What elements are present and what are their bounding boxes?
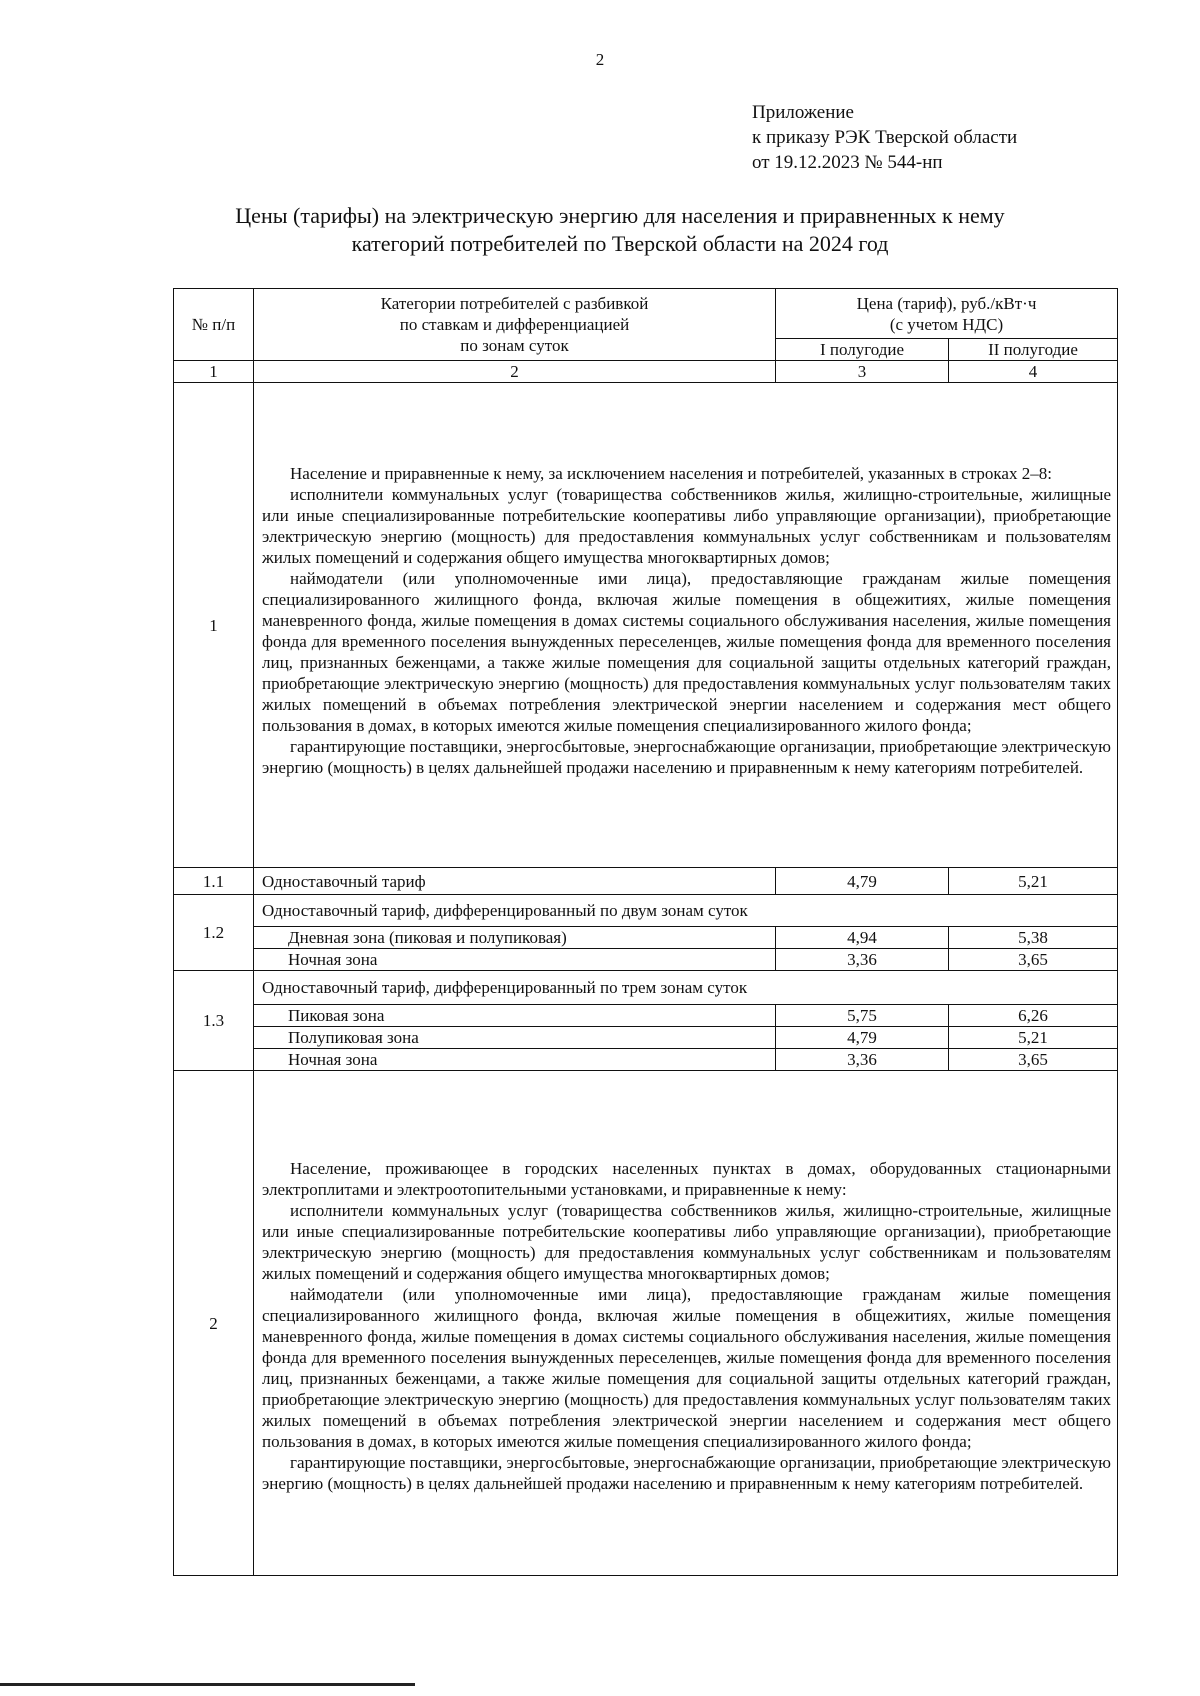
row-1-paragraph-4: гарантирующие поставщики, энергосбытовые, энергоснабжающие организации, приобретающие электрическую энергию (мощность) в целях дальнейшей продажи населению и приравненным к нему категориям потребителей. xyxy=(262,736,1111,777)
row-1-3-zone-1-label: Пиковая зона xyxy=(254,1005,776,1027)
appendix-line-2: к приказу РЭК Тверской области xyxy=(752,127,1018,148)
row-2-num: 2 xyxy=(174,1071,254,1576)
row-2-paragraph-3: наймодатели (или уполномоченные ими лица), предоставляющие гражданам жилые помещения специализированного жилищного фонда, включая жилые помещения в общежитиях, жилые помещения маневренного фонда, жилые помещения в домах системы социального обслуживания населения, жилые помещения фонда для временного поселения вынужденных переселенцев, жилые помещения фонда для временного поселения лиц, признанных беженцами, а также жилые помещения для социальной защиты отдельных категорий граждан, приобретающие электрическую энергию (мощность) для предоставления коммунальных услуг пользователям таких жилых помещений в объемах потребления электрической энергии населением и содержания мест общего пользования в домах, в которых имеются жилые помещения специализированного жилого фонда; xyxy=(262,1285,1111,1451)
row-1-2-zone-1-half-2: 5,38 xyxy=(949,927,1118,949)
row-2-paragraph-2: исполнители коммунальных услуг (товарищества собственников жилья, жилищно-строительные, жилищные или иные специализированные потребительские кооперативы либо управляющие организации), приобретающие электрическую энергию (мощность) для предоставления коммунальных услуг собственникам и пользователям жилых помещений и содержания общего имущества многоквартирных домов; xyxy=(262,1201,1111,1283)
row-2-paragraph-1: Население, проживающее в городских населенных пунктах в домах, оборудованных стационарными электроплитами и электроотопительными установками, и приравненные к нему: xyxy=(262,1159,1111,1199)
header-price-line-1: Цена (тариф), руб./кВт·ч xyxy=(856,293,1037,313)
row-1-2-zone-2-label: Ночная зона xyxy=(254,949,776,971)
row-1-2-num: 1.2 xyxy=(174,895,254,971)
row-1-3-zone-3-label: Ночная зона xyxy=(254,1049,776,1071)
header-category xyxy=(254,289,776,361)
table-row-1-2-heading xyxy=(174,895,1118,927)
table-row-1-2-zone xyxy=(174,927,1118,949)
row-1-num: 1 xyxy=(174,383,254,868)
row-1-paragraph-3: наймодатели (или уполномоченные ими лица), предоставляющие гражданам жилые помещения специализированного жилищного фонда, включая жилые помещения в общежитиях, жилые помещения маневренного фонда, жилые помещения в домах системы социального обслуживания населения, жилые помещения фонда для временного поселения вынужденных переселенцев, жилые помещения фонда для временного поселения лиц, признанных беженцами, а также жилые помещения для социальной защиты отдельных категорий граждан, приобретающие электрическую энергию (мощность) для предоставления коммунальных услуг пользователям таких жилых помещений в объемах потребления электрической энергии населением и содержания мест общего пользования в домах, в которых имеются жилые помещения специализированного жилого фонда; xyxy=(262,568,1111,735)
row-1-3-zone-1-half-2: 6,26 xyxy=(949,1005,1118,1027)
scan-artifact-line xyxy=(0,1683,415,1686)
table-row-1-2-zone xyxy=(174,949,1118,971)
column-number-2: 2 xyxy=(254,361,776,383)
table-row-1-3-zone xyxy=(174,1027,1118,1049)
header-category-line-2: по ставкам и дифференциацией xyxy=(399,315,630,334)
row-1-2-zone-1-label: Дневная зона (пиковая и полупиковая) xyxy=(254,927,776,949)
column-number-4: 4 xyxy=(949,361,1118,383)
column-number-1: 1 xyxy=(174,361,254,383)
header-num: № п/п xyxy=(174,289,254,361)
row-1-2-zone-2-half-1: 3,36 xyxy=(776,949,949,971)
table-row-2 xyxy=(174,1071,1118,1576)
row-1-3-zone-2-half-1: 4,79 xyxy=(776,1027,949,1049)
header-price-line-2: (с учетом НДС) xyxy=(889,314,1004,334)
row-2-description xyxy=(254,1071,1118,1576)
row-1-1-num: 1.1 xyxy=(174,868,254,895)
tariff-table xyxy=(173,288,1118,1576)
header-price xyxy=(776,289,1118,339)
appendix-line-1: Приложение xyxy=(752,102,854,123)
table-row-1-3-zone xyxy=(174,1005,1118,1027)
table-row-1-3-heading xyxy=(174,971,1118,1005)
column-number-row xyxy=(174,361,1118,383)
row-1-1-half-1: 4,79 xyxy=(776,868,949,895)
column-number-3: 3 xyxy=(776,361,949,383)
row-1-paragraph-2: исполнители коммунальных услуг (товарищества собственников жилья, жилищно-строительные, жилищные или иные специализированные потребительские кооперативы либо управляющие организации), приобретающие электрическую энергию (мощность) для предоставления коммунальных услуг собственникам и пользователям жилых помещений и содержания общего имущества многоквартирных домов; xyxy=(262,484,1111,567)
row-2-paragraph-4: гарантирующие поставщики, энергосбытовые, энергоснабжающие организации, приобретающие электрическую энергию (мощность) в целях дальнейшей продажи населению и приравненным к нему категориям потребителей. xyxy=(262,1453,1111,1493)
row-1-2-zone-2-half-2: 3,65 xyxy=(949,949,1118,971)
row-1-1-label: Одноставочный тариф xyxy=(254,868,776,895)
title-line-2: категорий потребителей по Тверской области на 2024 год xyxy=(351,231,889,256)
header-half-1: I полугодие xyxy=(776,339,949,361)
table-row-1 xyxy=(174,383,1118,868)
header-category-line-3: по зонам суток xyxy=(460,336,569,355)
document-title xyxy=(160,202,1080,258)
row-1-2-zone-1-half-1: 4,94 xyxy=(776,927,949,949)
title-line-1: Цены (тарифы) на электрическую энергию для населения и приравненных к нему xyxy=(235,203,1005,228)
row-1-2-label: Одноставочный тариф, дифференцированный по двум зонам суток xyxy=(254,895,1118,927)
table-header-row xyxy=(174,289,1118,339)
row-1-description xyxy=(254,383,1118,868)
table-row-1-3-zone xyxy=(174,1049,1118,1071)
row-1-1-half-2: 5,21 xyxy=(949,868,1118,895)
header-half-2: II полугодие xyxy=(949,339,1118,361)
row-1-3-label: Одноставочный тариф, дифференцированный по трем зонам суток xyxy=(254,971,1118,1005)
row-1-3-zone-3-half-1: 3,36 xyxy=(776,1049,949,1071)
row-1-paragraph-1: Население и приравненные к нему, за исключением населения и потребителей, указанных в строках 2–8: xyxy=(290,463,1052,483)
row-1-3-num: 1.3 xyxy=(174,971,254,1071)
table-row-1-1 xyxy=(174,868,1118,895)
header-category-line-1: Категории потребителей с разбивкой xyxy=(380,294,649,313)
appendix-block xyxy=(752,100,1017,175)
row-1-3-zone-2-half-2: 5,21 xyxy=(949,1027,1118,1049)
row-1-3-zone-2-label: Полупиковая зона xyxy=(254,1027,776,1049)
appendix-line-3: от 19.12.2023 № 544-нп xyxy=(752,152,943,173)
page-number: 2 xyxy=(595,50,605,69)
row-1-3-zone-3-half-2: 3,65 xyxy=(949,1049,1118,1071)
row-1-3-zone-1-half-1: 5,75 xyxy=(776,1005,949,1027)
